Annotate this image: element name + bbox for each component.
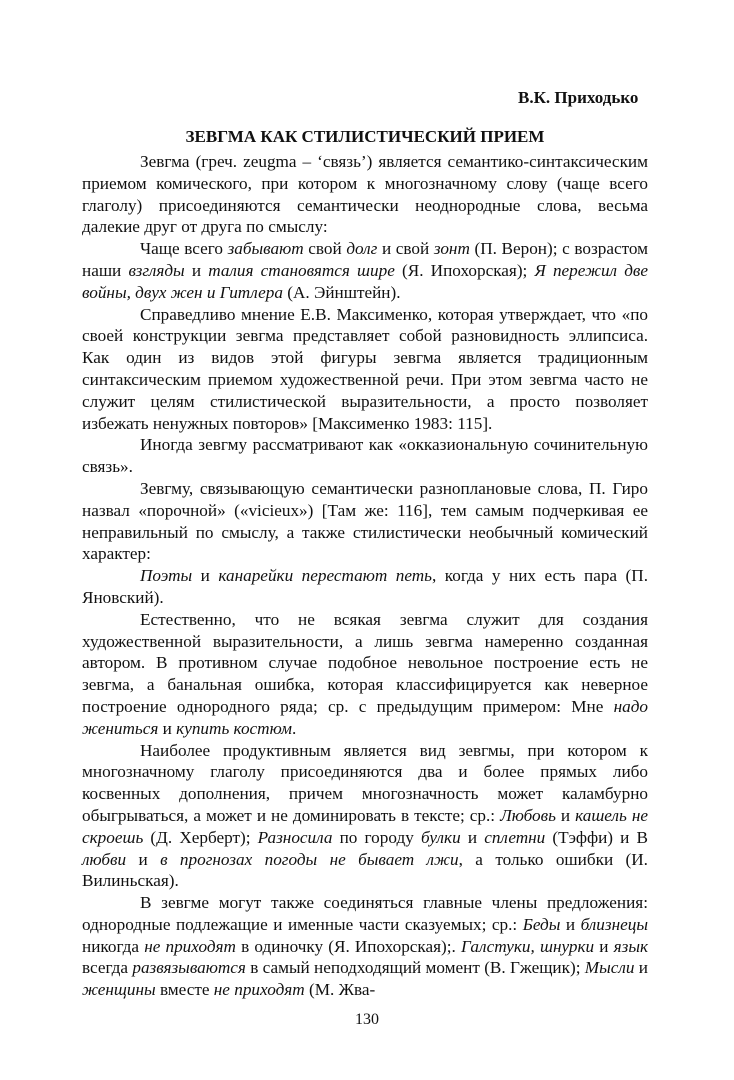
body-paragraph — [82, 238, 648, 303]
italic-example-text: женщины — [82, 980, 156, 1000]
body-paragraph — [82, 304, 648, 435]
paragraph-text: . — [292, 718, 297, 738]
italic-example-text: кашель не скроешь — [82, 805, 648, 847]
paragraph-text: Наиболее продуктивным является вид зевгмы, при котором к многозначному глаголу присоединяются два и более прямых либо косвенных дополнения, причем многозначность может каламбурно обыгрываться, а может и не доминировать в тексте; ср.: — [82, 740, 648, 825]
body-paragraph — [82, 565, 648, 609]
italic-example-text: долг — [346, 239, 378, 259]
page-number: 130 — [355, 1011, 379, 1028]
italic-example-text: не приходят — [144, 936, 236, 956]
paragraph-text: Справедливо мнение Е.В. Максименко, которая утверждает, что «по своей конструкции зевгма представляет собой разновидность эллипсиса. Как один из видов этой фигуры зевгма является традиционным синтаксическим приемом художественной речи. При этом зевгма часто не служит целям стилистической выразительности, а просто позволяет избежать ненужных повторов» [Максименко 1983: 115]. — [82, 304, 648, 433]
paragraph-text: Естественно, что не всякая зевгма служит для создания художественной выразительности, а лишь зевгма намеренно созданная автором. В противном случае подобное невольное построение есть не зевгма, а банальная ошибка, которая классифицируется как неверное построение однородного ряда; ср. с предыдущим примером: Мне — [82, 609, 648, 716]
article-body — [82, 151, 648, 1001]
italic-example-text: канарейки перестают петь — [218, 566, 432, 586]
paragraph-text: и свой — [377, 239, 434, 259]
italic-example-text: надо жениться — [82, 696, 648, 738]
body-paragraph — [82, 434, 648, 478]
italic-example-text: в прогнозах погоды не бывает лжи — [160, 849, 459, 869]
paragraph-text: никогда — [82, 936, 145, 956]
paragraph-text: и — [594, 936, 614, 956]
italic-example-text: купить костюм — [176, 718, 293, 738]
paragraph-text: и — [184, 260, 209, 280]
paragraph-text: , а только ошибки (И. Вилиньская). — [82, 849, 648, 891]
body-paragraph — [82, 151, 648, 238]
paragraph-text: и — [560, 914, 581, 934]
author-name: В.К. Приходько — [518, 88, 639, 107]
italic-example-text: язык — [613, 936, 648, 956]
body-paragraph — [82, 892, 648, 1001]
italic-example-text: близнецы — [580, 914, 648, 934]
italic-example-text: Беды — [522, 914, 561, 934]
paragraph-text: (Д. Херберт); — [143, 827, 258, 847]
paragraph-text: Зевгма (греч. zeugma – ‘связь’) является семантико-синтаксическим приемом комического, при котором к многозначному слову (чаще всего глаголу) присоединяются семантически неоднородные слова, весьма далекие друг от друга по смыслу: — [82, 152, 648, 237]
paragraph-text: всегда — [82, 958, 133, 978]
paragraph-text: и — [158, 718, 177, 738]
italic-example-text: забывают — [227, 239, 304, 259]
paragraph-text: (А. Эйнштейн). — [282, 282, 401, 302]
paragraph-text: свой — [303, 239, 347, 259]
paragraph-text: и — [192, 566, 219, 586]
paragraph-text: и — [460, 827, 485, 847]
italic-example-text: развязываются — [132, 958, 246, 978]
paragraph-text: Иногда зевгму рассматривают как «окказиональную сочинительную связь». — [82, 435, 648, 477]
body-paragraph — [82, 740, 648, 893]
italic-example-text: зонт — [433, 239, 470, 259]
italic-example-text: сплетни — [484, 827, 546, 847]
italic-example-text: Мысли — [584, 958, 635, 978]
body-paragraph — [82, 478, 648, 565]
italic-example-text: любви — [82, 849, 127, 869]
italic-example-text: талия становятся шире — [208, 260, 395, 280]
italic-example-text: Галстуки, шнурки — [461, 936, 595, 956]
paragraph-text: (Тэффи) и В — [545, 827, 648, 847]
paragraph-text: в самый неподходящий момент (В. Гжещик); — [245, 958, 585, 978]
paragraph-text: , когда у них есть пара (П. Яновский). — [82, 566, 648, 607]
italic-example-text: взгляды — [128, 260, 185, 280]
italic-example-text: Поэты — [140, 566, 193, 586]
paragraph-text: В зевгме могут также соединяться главные члены предложения: однородные подлежащие и именные части сказуемых; ср.: — [82, 893, 648, 934]
italic-example-text: Любовь — [500, 805, 556, 825]
paragraph-text: Чаще всего — [140, 239, 228, 259]
italic-example-text: не приходят — [213, 980, 305, 1000]
paragraph-text: и — [126, 849, 161, 869]
italic-example-text: Я пережил две войны, двух жен и Гитлера — [82, 260, 649, 302]
paragraph-text: вместе — [155, 980, 214, 1000]
paragraph-text: по городу — [332, 827, 421, 847]
paragraph-text: (Я. Ипохорская); — [394, 260, 535, 280]
paragraph-text: и — [634, 958, 648, 978]
paragraph-text: в одиночку (Я. Ипохорская);. — [235, 936, 461, 956]
paragraph-text: и — [555, 805, 576, 825]
paragraph-text: (П. Верон); с возрастом наши — [82, 239, 649, 280]
paragraph-text: (М. Жва- — [304, 980, 376, 1000]
italic-example-text: булки — [420, 827, 461, 847]
italic-example-text: Разносила — [257, 827, 333, 847]
paragraph-text: Зевгму, связывающую семантически разноплановые слова, П. Гиро назвал «порочной» («vicieux») [Там же: 116], тем самым подчеркивая ее неправильный по смыслу, а также стилистически необычный комический характер: — [82, 478, 648, 564]
article-title: ЗЕВГМА КАК СТИЛИСТИЧЕСКИЙ ПРИЕМ — [185, 127, 545, 146]
body-paragraph — [82, 609, 648, 740]
